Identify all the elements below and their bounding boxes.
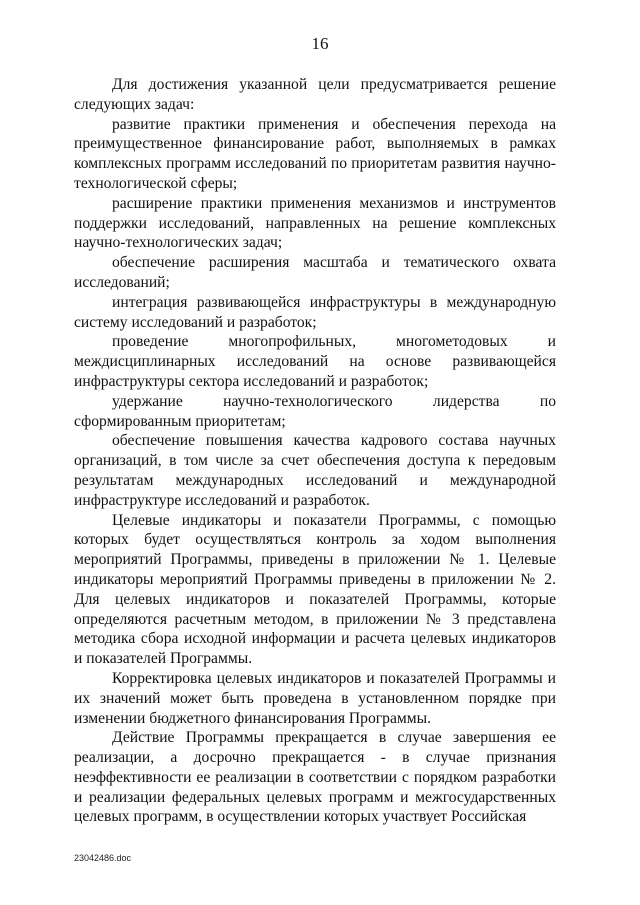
paragraph-task-6: удержание научно-технологического лидерства по сформированным приоритетам; [74, 392, 556, 430]
footer-file-code: 23042486.doc [74, 853, 132, 863]
paragraph-task-2: расширение практики применения механизмов и инструментов поддержки исследований, направленных на решение комплексных научно-технологических задач; [74, 194, 556, 252]
paragraph-task-5: проведение многопрофильных, многометодовых и междисциплинарных исследований на основе развивающейся инфраструктуры сектора исследований и разработок; [74, 333, 556, 390]
paragraph-task-3: обеспечение расширения масштаба и тематического охвата исследований; [74, 254, 556, 291]
body-text [74, 75, 556, 827]
paragraph-indicators: Целевые индикаторы и показатели Программы, с помощью которых будет осуществляться контроль за ходом выполнения мероприятий Программы, приведены в приложении № 1. Целевые индикаторы мероприятий Программы приведены в приложении № 2. Для целевых индикаторов и показателей Программы, которые определяются расчетным методом, в приложении № 3 представлена методика сбора исходной информации и расчета целевых индикаторов и показателей Программы. [74, 511, 556, 668]
paragraph-task-7: обеспечение повышения качества кадрового состава научных организаций, в том числе за счет обеспечения доступа к передовым результатам международных исследований и международной инфраструктуре исследований и разработок. [74, 432, 556, 509]
page-number: 16 [311, 34, 329, 53]
paragraph-intro: Для достижения указанной цели предусматривается решение следующих задач: [74, 76, 556, 113]
paragraph-task-1: развитие практики применения и обеспечения перехода на преимущественное финансирование работ, выполняемых в рамках комплексных программ исследований по приоритетам развития научно-технологической сферы; [74, 115, 556, 192]
paragraph-correction: Корректировка целевых индикаторов и показателей Программы и их значений может быть проведена в установленном порядке при изменении бюджетного финансирования Программы. [74, 669, 556, 727]
paragraph-task-4: интеграция развивающейся инфраструктуры в международную систему исследований и разработок; [74, 293, 556, 331]
paragraph-termination: Действие Программы прекращается в случае завершения ее реализации, а досрочно прекращается - в случае признания неэффективности ее реализации в соответствии с порядком разработки и реализации федеральных целевых программ и межгосударственных целевых программ, в осуществлении которых участвует Российская [74, 729, 556, 826]
